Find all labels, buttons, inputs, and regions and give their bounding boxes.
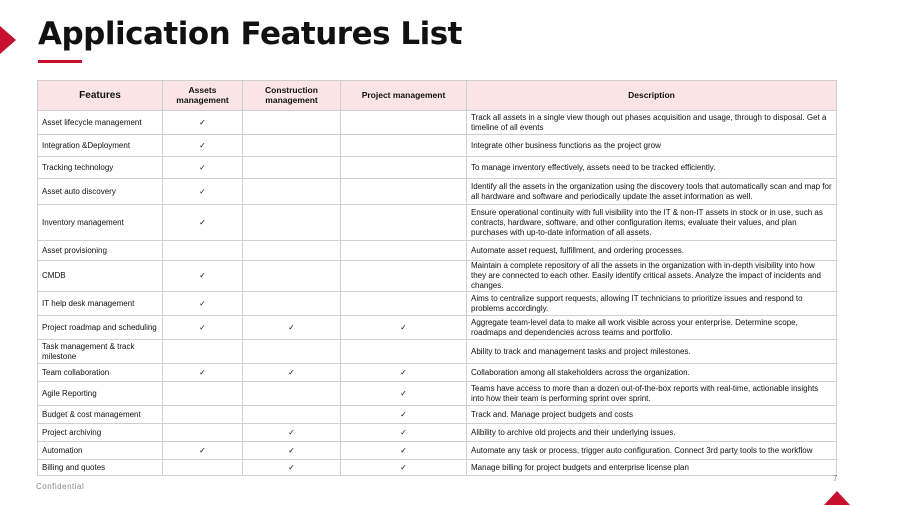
header-description: Description xyxy=(467,81,837,111)
table-row xyxy=(38,179,837,205)
construction-check-cell xyxy=(243,135,341,157)
feature-name-cell: Task management & track milestone xyxy=(38,340,163,364)
description-cell: Integrate other business functions as the project grow xyxy=(467,135,837,157)
check-icon: ✓ xyxy=(199,271,206,280)
check-icon: ✓ xyxy=(400,462,407,472)
feature-name-cell: CMDB xyxy=(38,261,163,292)
description-cell: Automate asset request, fulfillment, and ordering processes. xyxy=(467,241,837,261)
check-icon: ✓ xyxy=(199,217,206,227)
assets-check-cell xyxy=(163,179,243,205)
feature-name-cell: Team collaboration xyxy=(38,364,163,382)
feature-name-cell: IT help desk management xyxy=(38,292,163,316)
description-cell: Aims to centralize support requests, allowing IT technicians to prioritize issues and respond to problems accordingly. xyxy=(467,292,837,316)
assets-check-cell xyxy=(163,364,243,382)
table-row xyxy=(38,406,837,424)
assets-check-cell xyxy=(163,340,243,364)
project-check-cell xyxy=(341,460,467,476)
assets-check-cell xyxy=(163,424,243,442)
construction-check-cell xyxy=(243,261,341,292)
check-icon: ✓ xyxy=(288,462,295,472)
check-icon: ✓ xyxy=(199,367,206,377)
description-cell: Ensure operational continuity with full visibility into the IT & non-IT assets in stock or in use, such as contracts, hardware, software, and other configuration items, evaluate their values, and plan purchases with up-to-date information of all assets. xyxy=(467,205,837,241)
check-icon: ✓ xyxy=(199,117,206,127)
corner-accent-triangle xyxy=(824,491,850,505)
assets-check-cell xyxy=(163,157,243,179)
construction-check-cell xyxy=(243,157,341,179)
confidential-label: Confidential xyxy=(36,482,85,491)
description-cell: Alibility to archive old projects and their underlying issues. xyxy=(467,424,837,442)
page-number: 7 xyxy=(833,474,838,483)
feature-name-cell: Tracking technology xyxy=(38,157,163,179)
table-row xyxy=(38,316,837,340)
construction-check-cell xyxy=(243,316,341,340)
feature-name-cell: Automation xyxy=(38,442,163,460)
description-cell: Track all assets in a single view though out phases acquisition and usage, through to disposal. Get a timeline of all events xyxy=(467,111,837,135)
assets-check-cell xyxy=(163,135,243,157)
check-icon: ✓ xyxy=(400,367,407,377)
check-icon: ✓ xyxy=(199,445,206,455)
project-check-cell xyxy=(341,424,467,442)
assets-check-cell xyxy=(163,316,243,340)
check-icon: ✓ xyxy=(288,322,295,332)
project-check-cell xyxy=(341,157,467,179)
table-row xyxy=(38,442,837,460)
description-cell: Identify all the assets in the organization using the discovery tools that automatically scan and map for all hardware and software and periodically update the asset information as well. xyxy=(467,179,837,205)
feature-name-cell: Inventory management xyxy=(38,205,163,241)
table-row xyxy=(38,241,837,261)
description-cell: Maintain a complete repository of all the assets in the organization with in-depth visibility into how they are connected to each other. Easily identify critical assets. Analyze the impact of incidents and changes. xyxy=(467,261,837,292)
construction-check-cell xyxy=(243,364,341,382)
project-check-cell xyxy=(341,241,467,261)
check-icon: ✓ xyxy=(288,445,295,455)
feature-name-cell: Asset auto discovery xyxy=(38,179,163,205)
construction-check-cell xyxy=(243,111,341,135)
header-construction-management: Construction management xyxy=(243,81,341,111)
left-accent-triangle xyxy=(0,26,16,54)
feature-name-cell: Integration &Deployment xyxy=(38,135,163,157)
construction-check-cell xyxy=(243,292,341,316)
table-row xyxy=(38,364,837,382)
assets-check-cell xyxy=(163,292,243,316)
features-table xyxy=(37,80,837,476)
construction-check-cell xyxy=(243,406,341,424)
project-check-cell xyxy=(341,135,467,157)
table-row xyxy=(38,340,837,364)
project-check-cell xyxy=(341,406,467,424)
check-icon: ✓ xyxy=(199,140,206,150)
feature-name-cell: Asset provisioning xyxy=(38,241,163,261)
header-features: Features xyxy=(38,81,163,111)
project-check-cell xyxy=(341,292,467,316)
description-cell: Teams have access to more than a dozen out-of-the-box reports with real-time, actionable insights into how their team is performing sprint over sprint. xyxy=(467,382,837,406)
table-row xyxy=(38,292,837,316)
check-icon: ✓ xyxy=(400,322,407,332)
page-title: Application Features List xyxy=(38,16,462,52)
assets-check-cell xyxy=(163,442,243,460)
table-body xyxy=(38,111,837,476)
check-icon: ✓ xyxy=(288,427,295,437)
feature-name-cell: Agile Reporting xyxy=(38,382,163,406)
assets-check-cell xyxy=(163,205,243,241)
construction-check-cell xyxy=(243,460,341,476)
check-icon: ✓ xyxy=(400,409,407,419)
feature-name-cell: Project roadmap and scheduling xyxy=(38,316,163,340)
table-row xyxy=(38,382,837,406)
construction-check-cell xyxy=(243,340,341,364)
assets-check-cell xyxy=(163,382,243,406)
construction-check-cell xyxy=(243,424,341,442)
description-cell: To manage inventory effectively, assets need to be tracked efficiently. xyxy=(467,157,837,179)
assets-check-cell xyxy=(163,460,243,476)
description-cell: Collaboration among all stakeholders across the organization. xyxy=(467,364,837,382)
project-check-cell xyxy=(341,340,467,364)
description-cell: Track and. Manage project budgets and costs xyxy=(467,406,837,424)
project-check-cell xyxy=(341,442,467,460)
description-cell: Aggregate team-level data to make all work visible across your enterprise. Determine scope, roadmaps and dependencies across teams and portfolio. xyxy=(467,316,837,340)
check-icon: ✓ xyxy=(199,298,206,308)
table-row xyxy=(38,424,837,442)
construction-check-cell xyxy=(243,382,341,406)
project-check-cell xyxy=(341,261,467,292)
check-icon: ✓ xyxy=(288,367,295,377)
feature-name-cell: Billing and quotes xyxy=(38,460,163,476)
header-assets-management: Assets management xyxy=(163,81,243,111)
construction-check-cell xyxy=(243,442,341,460)
table-row xyxy=(38,157,837,179)
description-cell: Manage billing for project budgets and enterprise license plan xyxy=(467,460,837,476)
project-check-cell xyxy=(341,179,467,205)
feature-name-cell: Budget & cost management xyxy=(38,406,163,424)
assets-check-cell xyxy=(163,406,243,424)
construction-check-cell xyxy=(243,205,341,241)
check-icon: ✓ xyxy=(199,162,206,172)
table-row xyxy=(38,460,837,476)
construction-check-cell xyxy=(243,241,341,261)
project-check-cell xyxy=(341,316,467,340)
feature-name-cell: Asset lifecycle management xyxy=(38,111,163,135)
table-row xyxy=(38,111,837,135)
feature-name-cell: Project archiving xyxy=(38,424,163,442)
construction-check-cell xyxy=(243,179,341,205)
title-underline xyxy=(38,60,82,63)
project-check-cell xyxy=(341,382,467,406)
project-check-cell xyxy=(341,205,467,241)
check-icon: ✓ xyxy=(400,445,407,455)
check-icon: ✓ xyxy=(400,427,407,437)
header-project-management: Project management xyxy=(341,81,467,111)
check-icon: ✓ xyxy=(199,322,206,332)
table-header-row xyxy=(38,81,837,111)
project-check-cell xyxy=(341,111,467,135)
project-check-cell xyxy=(341,364,467,382)
description-cell: Ability to track and management tasks and project milestones. xyxy=(467,340,837,364)
assets-check-cell xyxy=(163,241,243,261)
check-icon: ✓ xyxy=(400,388,407,398)
description-cell: Automate any task or process, trigger auto configuration. Connect 3rd party tools to the workflow xyxy=(467,442,837,460)
table-row xyxy=(38,205,837,241)
check-icon: ✓ xyxy=(199,186,206,196)
assets-check-cell xyxy=(163,111,243,135)
table-row xyxy=(38,261,837,292)
assets-check-cell xyxy=(163,261,243,292)
table-row xyxy=(38,135,837,157)
